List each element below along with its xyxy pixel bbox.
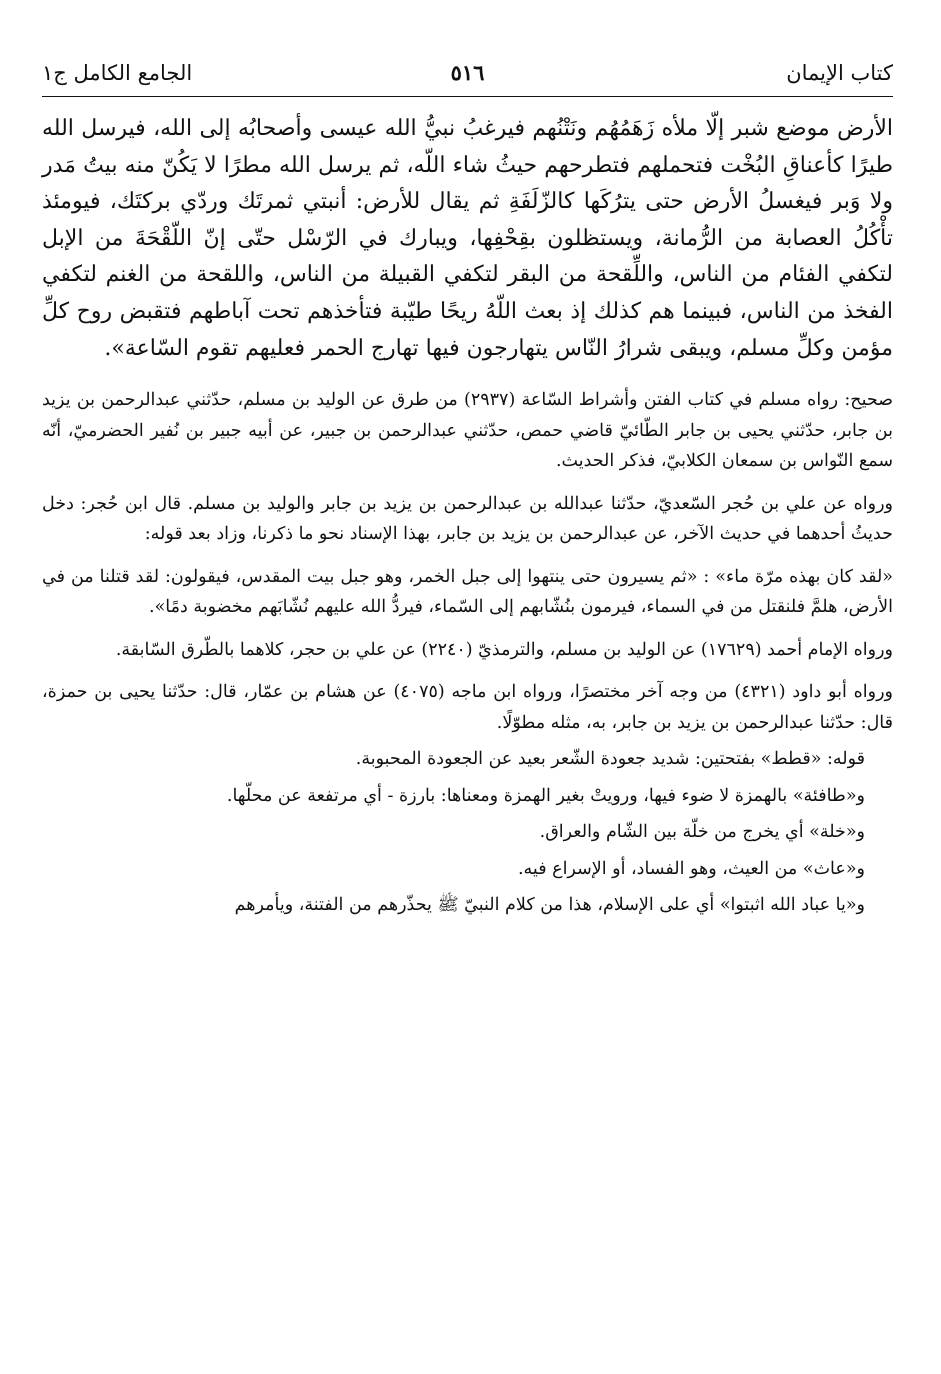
hadith-paragraph: الأرض موضع شبر إلّا ملأه زَهَمُهُم ونَتْنُهم فيرغبُ نبيُّ الله عيسى وأصحابُه إلى الله، فيرسل الله طيرًا كأعناقِ البُخْت فتحملهم فتطرحهم حيثُ شاء اللّه، ثم يرسل الله مطرًا لا يَكُنّ منه بيتُ مَدر ولا وَبر فيغسلُ الأرض حتى يترُكَها كالزّلَفَةِ ثم يقال للأرض: أنبتي ثمرتَك وردّي بركتَك، فيومئذ تأْكُلُ العصابة من الرُّمانة، ويستظلون بقِحْفِها، ويبارك في الرّسْل حتّى إنّ اللّقْحَةَ من الإبل لتكفي الفئام من الناس، واللِّقحة من البقر لتكفي القبيلة من الناس، واللقحة من الغنم لتكفي الفخذ من الناس، فبينما هم كذلك إذ بعث اللّهُ ريحًا طيّبة فتأخذهم تحت آباطهم فتقبض روح كلِّ مؤمن وكلِّ مسلم، ويبقى شرارُ النّاس يتهارجون فيها تهارج الحمر فعليهم تقوم السّاعة».	[42, 116, 893, 361]
gloss-line: و«خلة» أي يخرج من خلّة بين الشّام والعراق.	[539, 822, 865, 843]
note-paragraph: ورواه الإمام أحمد (١٧٦٢٩) عن الوليد بن مسلم، والترمذيّ (٢٢٤٠) عن علي بن حجر، كلاهما بالطّرق السّابقة.	[115, 639, 893, 660]
gloss-line: و«يا عباد الله اثبتوا» أي على الإسلام، هذا من كلام النبيّ ﷺ يحذّرهم من الفتنة، ويأمرهم	[234, 895, 865, 916]
running-header	[42, 58, 893, 92]
volume-title: الجامع الكامل ج١	[42, 61, 193, 85]
note-paragraph: ورواه أبو داود (٤٣٢١) من وجه آخر مختصرًا، ورواه ابن ماجه (٤٠٧٥) عن هشام بن عمّار، قال: حدّثنا يحيى بن حمزة، قال: حدّثنا عبدالرحمن بن يزيد بن جابر، به، مثله مطوّلًا.	[42, 682, 894, 733]
note-paragraph: «لقد كان بهذه مرّة ماء» : «ثم يسيرون حتى ينتهوا إلى جبل الخمر، وهو جبل بيت المقدس، فيقولون: لقد قتلنا من في الأرض، هلمَّ فلنقتل من في السماء، فيرمون بنُشّابهم إلى السّماء، فيردُّ الله عليهم نُشّابَهم مخضوبة دمًا».	[42, 566, 893, 618]
gloss-line: و«عاث» من العيث، وهو الفساد، أو الإسراع فيه.	[517, 858, 865, 879]
header-divider	[42, 96, 893, 97]
hadith-text	[42, 111, 893, 367]
note-paragraph: صحيح: رواه مسلم في كتاب الفتن وأشراط السّاعة (٢٩٣٧) من طرق عن الوليد بن مسلم، حدّثني عبدالرحمن بن يزيد بن جابر، حدّثني يحيى بن جابر الطّائيّ قاضي حمص، حدّثني عبدالرحمن بن جبير، عن أبيه جبير بن نُفير الحضرميّ، أنّه سمع النّواس بن سمعان الكلابيّ، فذكر الحديث.	[42, 390, 894, 472]
gloss-line: و«طافئة» بالهمزة لا ضوء فيها، ورويتْ بغير الهمزة ومعناها: بارزة - أي مرتفعة عن محلّها.	[226, 785, 865, 806]
commentary	[42, 385, 893, 921]
note-paragraph: ورواه عن علي بن حُجر السّعديّ، حدّثنا عبدالله بن عبدالرحمن بن يزيد بن جابر والوليد بن مسلم. قال ابن حُجر: دخل حديثُ أحدهما في حديث الآخر، عن عبدالرحمن بن يزيد بن جابر، بهذا الإسناد نحو ما ذكرنا، وزاد بعد قوله:	[42, 493, 893, 545]
gloss-line: قوله: «قطط» بفتحتين: شديد جعودة الشّعر بعيد عن الجعودة المحبوبة.	[355, 749, 865, 770]
page-number: ٥١٦	[450, 60, 485, 85]
book-title: كتاب الإيمان	[786, 61, 893, 85]
